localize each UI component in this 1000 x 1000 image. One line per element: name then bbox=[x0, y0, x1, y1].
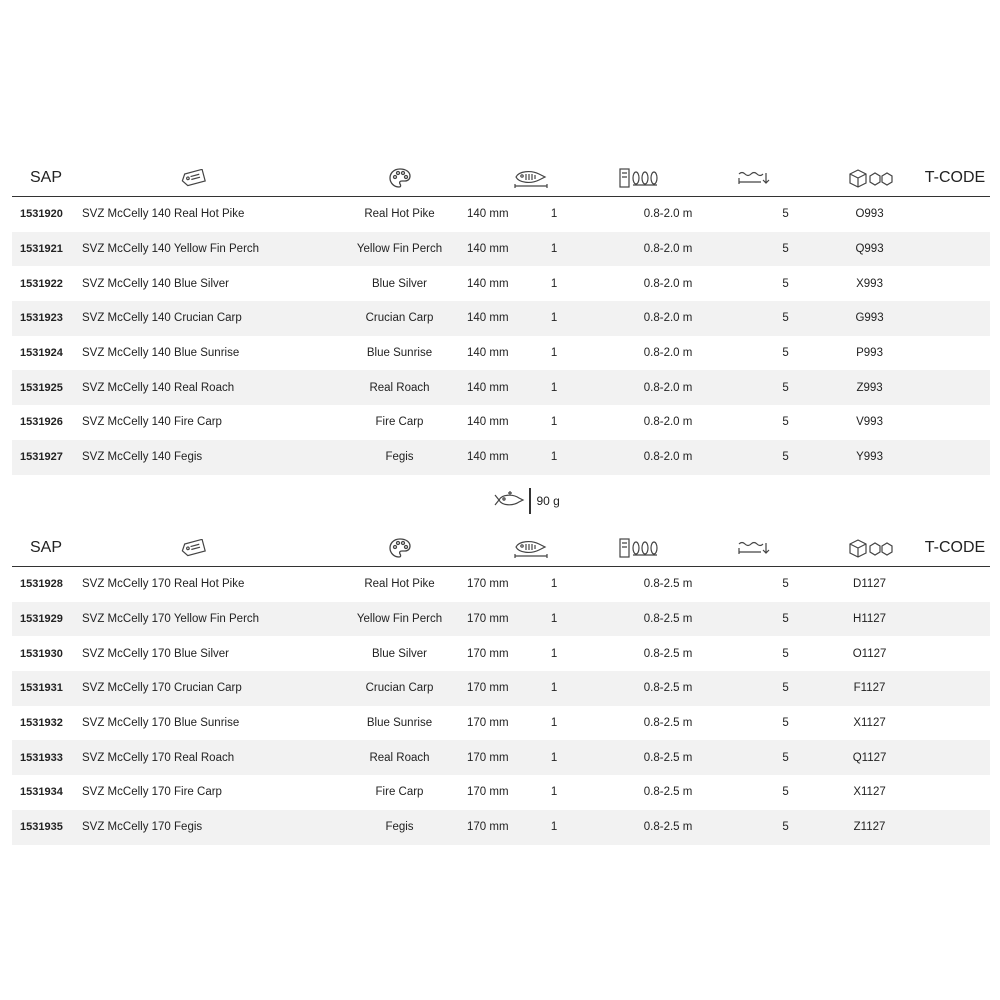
cell-pack: 5 bbox=[782, 347, 789, 360]
cell-tcode: X1127 bbox=[853, 717, 886, 730]
price-tag-icon bbox=[80, 539, 332, 557]
cell-tcode: G993 bbox=[855, 312, 884, 325]
cell-name: SVZ McCelly 170 Real Roach bbox=[82, 751, 235, 764]
cell-depth: 0.8-2.5 m bbox=[643, 647, 693, 660]
cell-qty: 1 bbox=[550, 821, 558, 834]
cell-qty: 1 bbox=[550, 312, 558, 325]
cell-color: Fire Carp bbox=[375, 786, 424, 799]
pack-quantity-icon bbox=[594, 167, 685, 189]
table-row bbox=[12, 440, 990, 475]
cell-qty: 1 bbox=[550, 208, 558, 221]
cell-pack: 5 bbox=[782, 277, 789, 290]
table-row bbox=[12, 370, 990, 405]
cell-pack: 5 bbox=[782, 647, 789, 660]
running-depth-icon bbox=[685, 169, 822, 187]
weight-value: 90 g bbox=[536, 494, 560, 508]
cell-depth: 0.8-2.0 m bbox=[643, 277, 693, 290]
cell-qty: 1 bbox=[550, 578, 558, 591]
cell-pack: 5 bbox=[782, 682, 789, 695]
cell-tcode: O993 bbox=[855, 208, 884, 221]
cell-qty: 1 bbox=[550, 381, 558, 394]
cell-color: Fegis bbox=[385, 821, 414, 834]
table-row bbox=[12, 775, 990, 810]
cell-tcode: Z1127 bbox=[853, 821, 886, 834]
table-row bbox=[12, 266, 990, 301]
cell-pack: 5 bbox=[782, 613, 789, 626]
cell-color: Yellow Fin Perch bbox=[356, 613, 443, 626]
table-header bbox=[12, 530, 990, 567]
cell-sap: 1531926 bbox=[20, 416, 63, 429]
cell-sap: 1531924 bbox=[20, 347, 63, 360]
palette-icon bbox=[332, 167, 467, 189]
cell-qty: 1 bbox=[550, 751, 558, 764]
header-sap: SAP bbox=[30, 539, 63, 556]
cell-pack: 5 bbox=[782, 821, 789, 834]
cell-name: SVZ McCelly 170 Blue Sunrise bbox=[82, 717, 240, 730]
cell-color: Crucian Carp bbox=[365, 312, 434, 325]
pack-quantity-icon bbox=[594, 537, 685, 559]
cell-name: SVZ McCelly 140 Real Hot Pike bbox=[82, 208, 245, 221]
cell-length: 170 mm bbox=[467, 821, 509, 834]
cell-sap: 1531934 bbox=[20, 786, 63, 799]
cell-depth: 0.8-2.5 m bbox=[643, 786, 693, 799]
cell-depth: 0.8-2.5 m bbox=[643, 578, 693, 591]
table-row bbox=[12, 301, 990, 336]
cell-qty: 1 bbox=[550, 416, 558, 429]
cell-length: 170 mm bbox=[467, 647, 509, 660]
cell-length: 140 mm bbox=[467, 277, 509, 290]
cell-pack: 5 bbox=[782, 786, 789, 799]
cell-length: 140 mm bbox=[467, 243, 509, 256]
cell-sap: 1531930 bbox=[20, 647, 63, 660]
cell-tcode: Q1127 bbox=[852, 751, 887, 764]
table-row bbox=[12, 740, 990, 775]
cell-tcode: Z993 bbox=[856, 381, 883, 394]
cell-name: SVZ McCelly 140 Fegis bbox=[82, 451, 203, 464]
cell-name: SVZ McCelly 140 Blue Silver bbox=[82, 277, 229, 290]
cell-pack: 5 bbox=[782, 416, 789, 429]
cell-depth: 0.8-2.5 m bbox=[643, 751, 693, 764]
cell-depth: 0.8-2.0 m bbox=[643, 312, 693, 325]
lure-length-icon bbox=[467, 168, 594, 188]
table-row bbox=[12, 706, 990, 741]
table-row bbox=[12, 405, 990, 440]
header-tcode: T-CODE bbox=[924, 539, 986, 556]
cell-tcode: Q993 bbox=[855, 243, 884, 256]
weight-divider bbox=[529, 488, 531, 514]
cell-depth: 0.8-2.0 m bbox=[643, 208, 693, 221]
table-row bbox=[12, 232, 990, 267]
table-header bbox=[12, 160, 990, 197]
header-tcode: T-CODE bbox=[924, 169, 986, 186]
cell-sap: 1531932 bbox=[20, 717, 63, 730]
cell-color: Blue Sunrise bbox=[366, 347, 433, 360]
cell-depth: 0.8-2.0 m bbox=[643, 381, 693, 394]
cell-sap: 1531922 bbox=[20, 277, 63, 290]
cell-color: Real Hot Pike bbox=[364, 208, 435, 221]
table-row bbox=[12, 197, 990, 232]
cell-length: 140 mm bbox=[467, 381, 509, 394]
cell-length: 170 mm bbox=[467, 751, 509, 764]
cell-depth: 0.8-2.0 m bbox=[643, 243, 693, 256]
cell-tcode: V993 bbox=[856, 416, 883, 429]
cell-sap: 1531927 bbox=[20, 451, 63, 464]
cell-pack: 5 bbox=[782, 381, 789, 394]
cell-pack: 5 bbox=[782, 578, 789, 591]
cell-length: 170 mm bbox=[467, 578, 509, 591]
cell-qty: 1 bbox=[550, 647, 558, 660]
cell-tcode: Y993 bbox=[856, 451, 883, 464]
cell-color: Real Hot Pike bbox=[364, 578, 435, 591]
table-row bbox=[12, 336, 990, 371]
cell-length: 140 mm bbox=[467, 451, 509, 464]
cell-sap: 1531920 bbox=[20, 208, 63, 221]
cell-name: SVZ McCelly 170 Real Hot Pike bbox=[82, 578, 245, 591]
cell-pack: 5 bbox=[782, 312, 789, 325]
cell-sap: 1531929 bbox=[20, 613, 63, 626]
cell-sap: 1531935 bbox=[20, 821, 63, 834]
cell-length: 170 mm bbox=[467, 717, 509, 730]
cell-color: Crucian Carp bbox=[365, 682, 434, 695]
cell-length: 140 mm bbox=[467, 347, 509, 360]
cell-length: 140 mm bbox=[467, 208, 509, 221]
cell-length: 170 mm bbox=[467, 682, 509, 695]
cell-tcode: X1127 bbox=[853, 786, 886, 799]
product-table-140 bbox=[12, 160, 990, 475]
cell-tcode: O1127 bbox=[852, 647, 887, 660]
box-pack-icon bbox=[822, 538, 920, 558]
cell-name: SVZ McCelly 140 Yellow Fin Perch bbox=[82, 243, 260, 256]
cell-depth: 0.8-2.5 m bbox=[643, 682, 693, 695]
cell-qty: 1 bbox=[550, 347, 558, 360]
cell-qty: 1 bbox=[550, 682, 558, 695]
cell-tcode: H1127 bbox=[853, 613, 887, 626]
cell-length: 170 mm bbox=[467, 613, 509, 626]
cell-qty: 1 bbox=[550, 786, 558, 799]
cell-depth: 0.8-2.0 m bbox=[643, 416, 693, 429]
cell-tcode: P993 bbox=[856, 347, 883, 360]
product-table-170 bbox=[12, 530, 990, 845]
cell-name: SVZ McCelly 170 Fire Carp bbox=[82, 786, 222, 799]
table-row bbox=[12, 671, 990, 706]
cell-qty: 1 bbox=[550, 717, 558, 730]
cell-color: Fegis bbox=[385, 451, 414, 464]
cell-sap: 1531931 bbox=[20, 682, 63, 695]
lure-length-icon bbox=[467, 538, 594, 558]
cell-color: Blue Silver bbox=[372, 647, 427, 660]
cell-qty: 1 bbox=[550, 613, 558, 626]
cell-depth: 0.8-2.5 m bbox=[643, 717, 693, 730]
table-row bbox=[12, 567, 990, 602]
cell-name: SVZ McCelly 170 Blue Silver bbox=[82, 647, 229, 660]
cell-depth: 0.8-2.5 m bbox=[643, 821, 693, 834]
weight-info bbox=[493, 488, 560, 514]
table-row bbox=[12, 636, 990, 671]
palette-icon bbox=[332, 537, 467, 559]
cell-name: SVZ McCelly 140 Blue Sunrise bbox=[82, 347, 240, 360]
cell-depth: 0.8-2.0 m bbox=[643, 347, 693, 360]
running-depth-icon bbox=[685, 539, 822, 557]
cell-pack: 5 bbox=[782, 717, 789, 730]
cell-name: SVZ McCelly 140 Real Roach bbox=[82, 381, 235, 394]
cell-sap: 1531925 bbox=[20, 381, 63, 394]
cell-sap: 1531933 bbox=[20, 751, 63, 764]
cell-color: Yellow Fin Perch bbox=[356, 243, 443, 256]
cell-name: SVZ McCelly 140 Crucian Carp bbox=[82, 312, 242, 325]
cell-tcode: F1127 bbox=[853, 682, 886, 695]
cell-pack: 5 bbox=[782, 243, 789, 256]
cell-length: 140 mm bbox=[467, 312, 509, 325]
price-tag-icon bbox=[80, 169, 332, 187]
cell-color: Blue Silver bbox=[372, 277, 427, 290]
cell-sap: 1531923 bbox=[20, 312, 63, 325]
cell-name: SVZ McCelly 170 Fegis bbox=[82, 821, 203, 834]
cell-depth: 0.8-2.5 m bbox=[643, 613, 693, 626]
cell-sap: 1531928 bbox=[20, 578, 63, 591]
box-pack-icon bbox=[822, 168, 920, 188]
cell-length: 170 mm bbox=[467, 786, 509, 799]
table-row bbox=[12, 602, 990, 637]
cell-qty: 1 bbox=[550, 243, 558, 256]
cell-depth: 0.8-2.0 m bbox=[643, 451, 693, 464]
cell-qty: 1 bbox=[550, 451, 558, 464]
cell-pack: 5 bbox=[782, 751, 789, 764]
lure-weight-icon bbox=[493, 489, 525, 514]
cell-pack: 5 bbox=[782, 451, 789, 464]
cell-color: Blue Sunrise bbox=[366, 717, 433, 730]
cell-name: SVZ McCelly 170 Crucian Carp bbox=[82, 682, 242, 695]
cell-sap: 1531921 bbox=[20, 243, 63, 256]
header-sap: SAP bbox=[30, 169, 63, 186]
cell-length: 140 mm bbox=[467, 416, 509, 429]
cell-pack: 5 bbox=[782, 208, 789, 221]
table-row bbox=[12, 810, 990, 845]
cell-tcode: X993 bbox=[856, 277, 883, 290]
cell-color: Real Roach bbox=[369, 381, 430, 394]
cell-qty: 1 bbox=[550, 277, 558, 290]
cell-tcode: D1127 bbox=[853, 578, 887, 591]
cell-name: SVZ McCelly 170 Yellow Fin Perch bbox=[82, 613, 260, 626]
cell-color: Fire Carp bbox=[375, 416, 424, 429]
cell-name: SVZ McCelly 140 Fire Carp bbox=[82, 416, 222, 429]
cell-color: Real Roach bbox=[369, 751, 430, 764]
